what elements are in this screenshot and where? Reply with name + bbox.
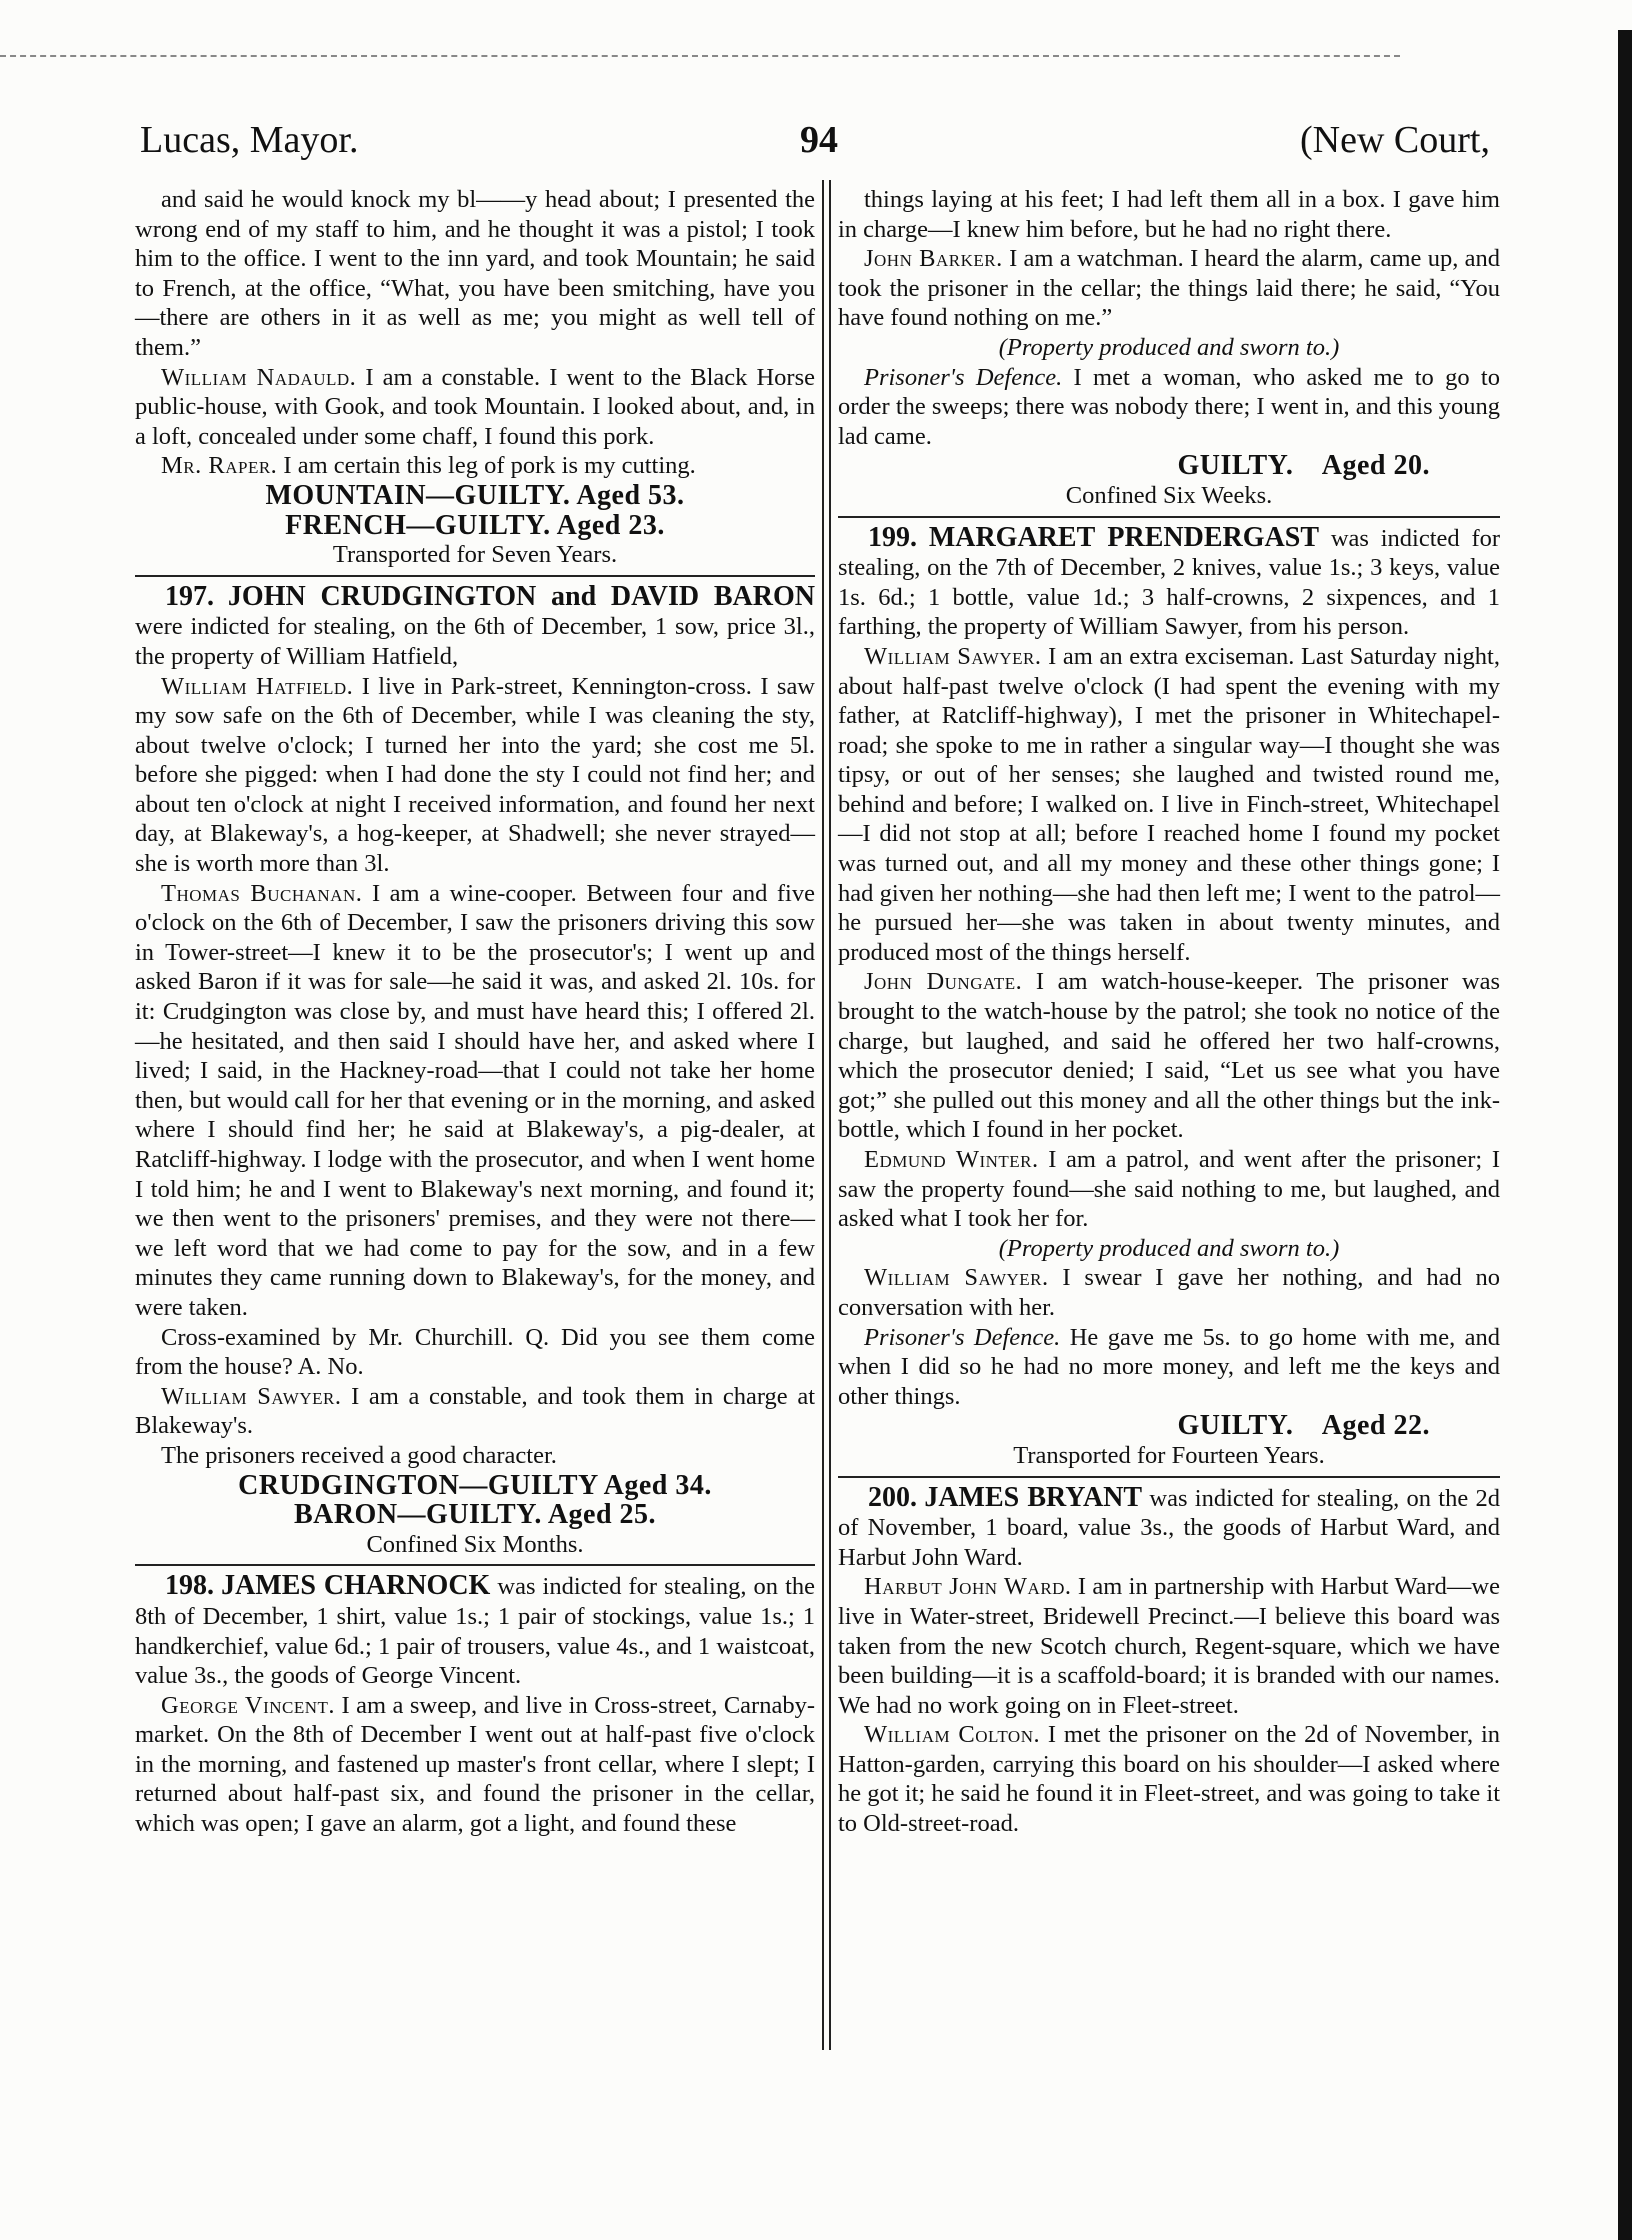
speaker-name: George Vincent.: [161, 1691, 336, 1719]
section-rule: [135, 1564, 815, 1566]
testimony-text: I am a wine-cooper. Between four and five o'clock on the 6th of December, I saw the prisoners driving this sow in Tower-street—I knew it to be the prosecutor's; I went up and asked Baron if it was for sale—he said it was, and asked 2l. 10s. for it: Crudgington was close by, and must have heard this; I offered 2l.—he hesitated, and then said I should have her, and asked where I lived; I said, in the Hackney-road—that I could not take her home then, but would call for her that evening or in the morning, and asked where I should find her; he said at Blakeway's, a pig-dealer, at Ratcliff-highway. I lodge with the prosecutor, and when I went home I told him; he and I went to Blakeway's next morning, and found it; we then went to the prisoners' premises, and they were not there—we left word that we had come to pay for the sow, and in a few minutes they came running down to Blakeway's, for the money, and were taken.: [135, 879, 815, 1321]
sentence: Confined Six Months.: [366, 1530, 584, 1558]
defence-label: Prisoner's Defence.: [864, 363, 1063, 391]
testimony: [135, 451, 815, 481]
indictment-text: was indicted for stealing, on the 8th of December, 1 shirt, value 1s.; 1 pair of stockings, value 1s.; 1 handkerchief, value 6d.; 1 pair of trousers, value 4s., and 1 waistcoat, value 3s., the goods of George Vincent.: [135, 1573, 816, 1690]
property-note: (Property produced and sworn to.): [998, 333, 1340, 361]
testimony-text: I am certain this leg of pork is my cutting.: [283, 452, 696, 480]
speaker-name: John Dungate.: [864, 968, 1023, 996]
testimony: [838, 1263, 1500, 1322]
section-rule: [135, 575, 815, 577]
testimony: [838, 642, 1500, 968]
speaker-name: William Nadauld.: [161, 363, 357, 391]
testimony-text: I am a patrol, and went after the prisoner; I saw the property found—she said nothing to me, but laughed, and asked what I took her for.: [838, 1146, 1500, 1233]
paragraph: The prisoners received a good character.: [161, 1441, 557, 1469]
right-column: [838, 185, 1500, 1839]
testimony: [135, 363, 815, 452]
testimony: [135, 1382, 815, 1441]
speaker-name: William Sawyer.: [864, 642, 1042, 670]
section-rule: [838, 516, 1500, 518]
speaker-name: John Barker.: [864, 245, 1003, 273]
defence-text: I met a woman, who asked me to go to order the sweeps; there was nobody there; I went in, and this young lad came.: [838, 363, 1501, 450]
sentence: Transported for Seven Years.: [332, 541, 618, 569]
testimony-text: I am watch-house-keeper. The prisoner was brought to the watch-house by the patrol; she took no notice of the charge, but laughed, and said he offered her two half-crowns, which the prosecutor denied; I said, “Let us see what you have got;” she pulled out this money and all the other things but the ink-bottle, which I found in her pocket.: [838, 968, 1500, 1144]
page-header: [140, 118, 1490, 178]
indictment-text: was indicted for stealing, on the 2d of November, 1 board, value 3s., the goods of Harbut Ward, and Harbut John Ward.: [838, 1484, 1501, 1571]
verdict: GUILTY. Aged 22.: [1177, 1410, 1430, 1442]
testimony: [135, 672, 815, 879]
defence-text: He gave me 5s. to go home with me, and when I did so he had no more money, and left me the keys and other things.: [838, 1323, 1500, 1410]
testimony: [838, 967, 1500, 1145]
testimony: [838, 1145, 1500, 1234]
speaker-name: William Sawyer.: [161, 1382, 342, 1410]
case-entry: [135, 1571, 815, 1690]
testimony-text: I am a constable, and took them in charge at Blakeway's.: [135, 1382, 816, 1440]
testimony-text: I am a sweep, and live in Cross-street, Carnaby-market. On the 8th of December I went out at half-past five o'clock in the morning, and fastened up master's front cellar, where I slept; I returned about half-past six, and found the prisoner in the cellar, which was open; I gave an alarm, got a light, and found these: [135, 1691, 815, 1838]
testimony: [135, 1691, 815, 1839]
testimony-text: I am an extra exciseman. Last Saturday night, about half-past twelve o'clock (I had spent the evening with my father, at Ratcliff-highway), I met the prisoner in Whitechapel-road; she spoke to me in rather a singular way—I thought she was tipsy, or out of her senses; she laughed and twisted round me, behind and before; I walked on. I live in Finch-street, Whitechapel—I did not stop at all; before I reached home I found my pocket was turned out, and all my money and these other things gone; I had given her nothing—she had then left me; I went to the patrol—he pursued her—she was taken in about twenty minutes, and produced most of the things herself.: [838, 642, 1500, 966]
case-number: 200.: [868, 1481, 917, 1513]
page-number: 94: [800, 119, 838, 161]
testimony-text: I am a watchman. I heard the alarm, came up, and took the prisoner in the cellar; the things laid there; he said, “You have found nothing on me.”: [838, 245, 1501, 332]
speaker-name: William Colton.: [864, 1721, 1041, 1749]
speaker-name: Thomas Buchanan.: [161, 879, 363, 907]
testimony: [838, 1572, 1500, 1720]
verdict: GUILTY. Aged 20.: [1177, 450, 1430, 482]
left-column: [135, 185, 815, 1839]
testimony-text: I swear I gave her nothing, and had no conversation with her.: [838, 1264, 1500, 1321]
speaker-name: Harbut John Ward.: [864, 1573, 1072, 1601]
indictment-text: were indicted for stealing, on the 6th of December, 1 sow, price 3l., the property of William Hatfield,: [135, 613, 815, 670]
binding-edge: [1618, 30, 1632, 2240]
cross-examination: Cross-examined by Mr. Churchill. Q. Did you see them come from the house? A. No.: [135, 1323, 815, 1381]
testimony: [838, 1720, 1500, 1838]
verdict: FRENCH—GUILTY. Aged 23.: [285, 509, 665, 541]
top-border-line: [0, 55, 1400, 57]
testimony: [838, 244, 1500, 333]
defendant-names: MARGARET PRENDERGAST: [928, 521, 1320, 553]
speaker-name: Edmund Winter.: [864, 1146, 1039, 1173]
prisoner-defence: [838, 363, 1500, 452]
case-entry: [838, 523, 1500, 642]
testimony-text: I met the prisoner on the 2d of November, in Hatton-garden, carrying this board on his shoulder—I asked where he got it; he said he found it in Fleet-street, and was going to take it to Old-street-road.: [838, 1721, 1501, 1838]
verdict: MOUNTAIN—GUILTY. Aged 53.: [265, 479, 685, 511]
section-rule: [838, 1476, 1500, 1478]
header-right: (New Court,: [1300, 119, 1490, 161]
defendant-names: JOHN CRUDGINGTON and DAVID BARON: [227, 580, 815, 612]
verdict: CRUDGINGTON—GUILTY Aged 34.: [238, 1469, 712, 1501]
speaker-name: William Sawyer.: [864, 1264, 1049, 1292]
indictment-text: was indicted for stealing, on the 7th of December, 2 knives, value 1s.; 3 keys, value 1s. 6d.; 1 bottle, value 1d.; 3 half-crowns, 2 sixpences, and 1 farthing, the property of William Sawyer, from his person.: [838, 524, 1501, 641]
case-number: 199.: [868, 521, 917, 553]
testimony-text: I live in Park-street, Kennington-cross. I saw my sow safe on the 6th of December, while I was cleaning the sty, about twelve o'clock; I turned her into the yard; she cost me 5l. before she pigged: when I had done the sty I could not find her; and about ten o'clock at night I received information, and found her next day, at Blakeway's, a hog-keeper, at Shadwell; she never strayed—she is worth more than 3l.: [135, 672, 816, 878]
defendant-names: JAMES BRYANT: [924, 1481, 1143, 1513]
sentence: Transported for Fourteen Years.: [1013, 1441, 1325, 1469]
column-divider: [822, 180, 831, 2050]
testimony-text: I am in partnership with Harbut Ward—we live in Water-street, Bridewell Precinct.—I believe this board was taken from the new Scotch church, Regent-square, which we have been building—it is a scaffold-board; it is branded with our names. We had no work going on in Fleet-street.: [838, 1573, 1500, 1719]
prisoner-defence: [838, 1323, 1500, 1412]
property-note: (Property produced and sworn to.): [998, 1234, 1340, 1262]
paragraph: things laying at his feet; I had left them all in a box. I gave him in charge—I knew him before, but he had no right there.: [838, 186, 1500, 243]
paragraph: and said he would knock my bl——y head about; I presented the wrong end of my staff to him, and he thought it was a pistol; I took him to the office. I went to the inn yard, and took Mountain; he said to French, at the office, “What, you have been smitching, have you—there are others in it as well as me; you might as well tell of them.”: [135, 186, 815, 361]
defendant-names: JAMES CHARNOCK: [221, 1570, 491, 1602]
defence-label: Prisoner's Defence.: [864, 1323, 1061, 1351]
case-number: 198.: [165, 1570, 214, 1602]
testimony: [135, 879, 815, 1323]
case-entry: [135, 582, 815, 672]
testimony-text: I am a constable. I went to the Black Horse public-house, with Gook, and took Mountain. I looked about, and, in a loft, concealed under some chaff, I found this pork.: [135, 363, 815, 450]
case-number: 197.: [165, 580, 214, 612]
case-entry: [838, 1483, 1500, 1573]
verdict: BARON—GUILTY. Aged 25.: [293, 1499, 657, 1531]
sentence: Confined Six Weeks.: [1065, 481, 1273, 509]
speaker-name: William Hatfield.: [161, 672, 354, 700]
speaker-name: Mr. Raper.: [161, 452, 278, 480]
header-left: Lucas, Mayor.: [140, 119, 359, 161]
